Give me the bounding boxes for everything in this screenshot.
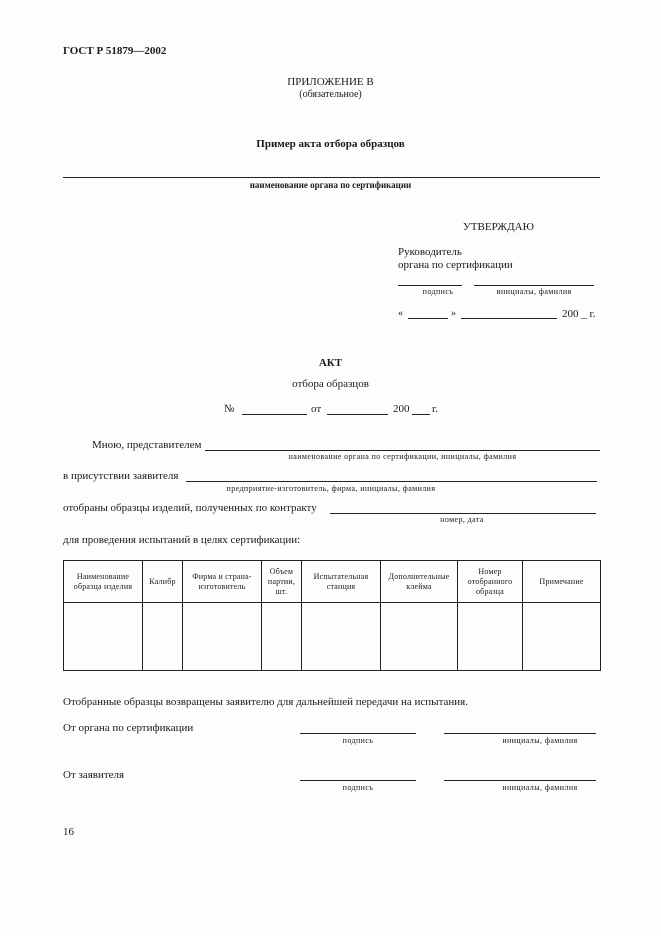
head-signature-line xyxy=(398,285,462,286)
date-day-line xyxy=(408,318,448,319)
act-subtitle: отбора образцов xyxy=(292,378,369,390)
representative-label: Мною, представителем xyxy=(92,439,202,451)
appendix-title: ПРИЛОЖЕНИЕ В xyxy=(287,76,374,88)
org-name-caption: наименование органа по сертификации xyxy=(249,180,412,190)
col-manufacturer: Фирма и страна-изготовитель xyxy=(183,561,262,603)
representative-caption: наименование органа по сертификации, инициалы, фамилия xyxy=(288,452,517,461)
example-title: Пример акта отбора образцов xyxy=(256,138,405,150)
table-cell xyxy=(262,603,302,671)
table-cell xyxy=(64,603,143,671)
from-org-initials-line xyxy=(444,733,596,734)
col-batch-volume: Объем партии, шт. xyxy=(262,561,302,603)
table-cell xyxy=(523,603,601,671)
table-cell xyxy=(183,603,262,671)
act-year-suffix: г. xyxy=(432,403,439,415)
table-row xyxy=(64,603,601,671)
date-month-line xyxy=(461,318,557,319)
samples-table xyxy=(63,560,601,671)
from-org-signature-line xyxy=(300,733,416,734)
head-title-line2: органа по сертификации xyxy=(398,259,513,271)
from-applicant-initials-line xyxy=(444,780,596,781)
table-header-row xyxy=(64,561,601,603)
date-quote-open: « xyxy=(398,308,403,319)
contract-label: отобраны образцы изделий, полученных по контракту xyxy=(63,502,317,514)
date-quote-close: » xyxy=(451,308,456,319)
applicant-presence-line xyxy=(186,481,597,482)
date-year: 200 _ г. xyxy=(562,308,596,320)
head-signature-caption: подпись xyxy=(422,287,454,296)
contract-line xyxy=(330,513,596,514)
act-title: АКТ xyxy=(318,357,343,369)
table-cell xyxy=(458,603,523,671)
act-number-label: № xyxy=(224,403,235,415)
representative-line xyxy=(205,450,600,451)
col-note: Примечание xyxy=(523,561,601,603)
col-sample-number: Номер отобранного образца xyxy=(458,561,523,603)
from-org-label: От органа по сертификации xyxy=(63,722,194,734)
table-cell xyxy=(302,603,381,671)
contract-caption: номер, дата xyxy=(440,515,484,524)
table-cell xyxy=(143,603,183,671)
appendix-status: (обязательное) xyxy=(299,89,362,100)
standard-number: ГОСТ Р 51879—2002 xyxy=(63,45,167,57)
table-cell xyxy=(381,603,458,671)
from-org-signature-caption: подпись xyxy=(342,736,374,745)
col-extra-marks: Дополнительные клейма xyxy=(381,561,458,603)
act-year-label: 200 xyxy=(393,403,410,415)
from-applicant-initials-caption: инициалы, фамилия xyxy=(502,783,578,792)
page-number: 16 xyxy=(63,826,74,838)
head-initials-caption: инициалы, фамилия xyxy=(496,287,572,296)
returned-text: Отобранные образцы возвращены заявителю для дальнейшей передачи на испытания. xyxy=(63,696,468,708)
purpose-text: для проведения испытаний в целях сертификации: xyxy=(63,534,301,546)
from-applicant-signature-line xyxy=(300,780,416,781)
col-sample-name: Наименование образца изделия xyxy=(64,561,143,603)
from-applicant-signature-caption: подпись xyxy=(342,783,374,792)
col-test-station: Испытательная станция xyxy=(302,561,381,603)
approve-label: УТВЕРЖДАЮ xyxy=(463,221,534,233)
act-date-line xyxy=(327,414,388,415)
act-from-label: от xyxy=(311,403,322,415)
from-applicant-label: От заявителя xyxy=(63,769,125,781)
applicant-presence-label: в присутствии заявителя xyxy=(63,470,179,482)
col-caliber: Калибр xyxy=(143,561,183,603)
act-year-line xyxy=(412,414,430,415)
applicant-presence-caption: предприятие-изготовитель, фирма, инициалы, фамилия xyxy=(226,484,436,493)
org-name-line xyxy=(63,177,600,178)
act-number-line xyxy=(242,414,307,415)
from-org-initials-caption: инициалы, фамилия xyxy=(502,736,578,745)
head-initials-line xyxy=(474,285,594,286)
head-title-line1: Руководитель xyxy=(398,246,462,258)
